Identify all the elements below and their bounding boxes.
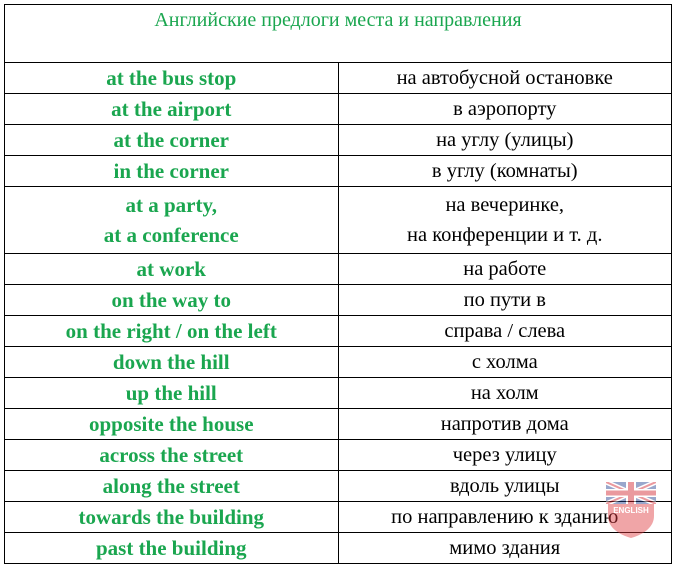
english-phrase: towards the building (5, 502, 339, 533)
russian-translation: по направлению к зданию (338, 502, 672, 533)
english-phrase: at the airport (5, 94, 339, 125)
russian-translation: справа / слева (338, 316, 672, 347)
russian-translation: в аэропорту (338, 94, 672, 125)
table-row (5, 502, 672, 533)
table-row (5, 94, 672, 125)
russian-translation: вдоль улицы (338, 471, 672, 502)
table-row (5, 378, 672, 409)
english-phrase: across the street (5, 440, 339, 471)
english-phrase: on the right / on the left (5, 316, 339, 347)
russian-translation: через улицу (338, 440, 672, 471)
english-phrase: opposite the house (5, 409, 339, 440)
russian-translation-line: на конференции и т. д. (407, 224, 603, 246)
prepositions-table (4, 4, 672, 564)
english-phrase: past the building (5, 533, 339, 564)
table-title: Английские предлоги места и направления (5, 5, 672, 63)
table-row (5, 440, 672, 471)
english-phrase: at work (5, 254, 339, 285)
english-phrase-line: at a party, (125, 193, 218, 217)
english-phrase: up the hill (5, 378, 339, 409)
russian-translation: напротив дома (338, 409, 672, 440)
english-phrase: at the corner (5, 125, 339, 156)
russian-translation: по пути в (338, 285, 672, 316)
russian-translation: на работе (338, 254, 672, 285)
english-phrase-line: at a conference (103, 223, 239, 247)
russian-translation: мимо здания (338, 533, 672, 564)
english-phrase: in the corner (5, 156, 339, 187)
table-row (5, 471, 672, 502)
table-row (5, 409, 672, 440)
english-phrase (5, 187, 339, 254)
english-phrase: on the way to (5, 285, 339, 316)
russian-translation (338, 187, 672, 254)
russian-translation: на холм (338, 378, 672, 409)
title-row (5, 5, 672, 63)
watermark-text: ENGLISH (613, 506, 649, 515)
table-row (5, 533, 672, 564)
english-phrase: along the street (5, 471, 339, 502)
english-phrase: down the hill (5, 347, 339, 378)
russian-translation-line: на вечеринке, (445, 194, 565, 216)
table-row (5, 156, 672, 187)
russian-translation: с холма (338, 347, 672, 378)
table-row (5, 63, 672, 94)
table-row (5, 347, 672, 378)
russian-translation: на автобусной остановке (338, 63, 672, 94)
english-phrase: at the bus stop (5, 63, 339, 94)
table-row (5, 187, 672, 254)
table-row (5, 254, 672, 285)
russian-translation: на углу (улицы) (338, 125, 672, 156)
russian-translation: в углу (комнаты) (338, 156, 672, 187)
table-row (5, 316, 672, 347)
table-row (5, 285, 672, 316)
table-row (5, 125, 672, 156)
